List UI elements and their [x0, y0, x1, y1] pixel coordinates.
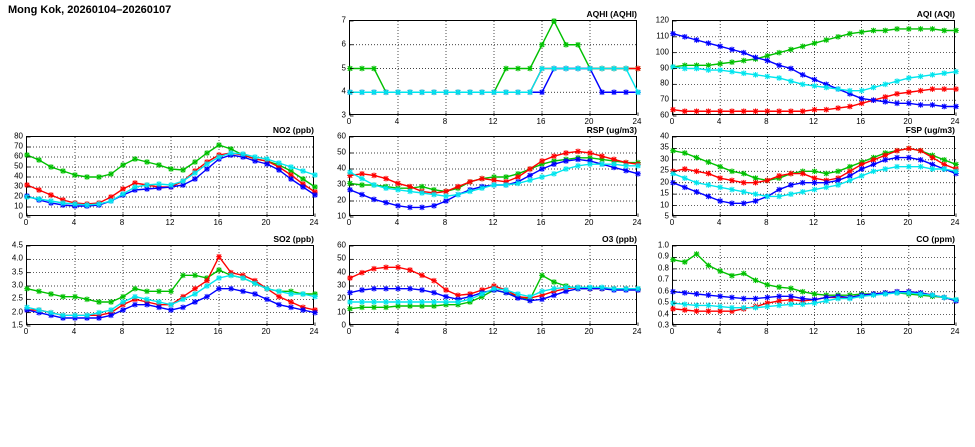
- chart-panel-so2: [11, 234, 319, 336]
- y-tick-label: 4: [341, 86, 346, 96]
- y-tick-label: 1.0: [657, 240, 669, 250]
- y-tick-label: 15: [660, 188, 669, 198]
- x-tick-label: 20: [261, 218, 271, 227]
- x-tick-label: 16: [856, 327, 866, 336]
- x-tick-label: 0: [669, 327, 675, 336]
- plot-area-co: [672, 245, 955, 325]
- x-tick-label: 4: [716, 218, 722, 227]
- plot-svg-rsp: [350, 137, 638, 217]
- chart-title-so2: SO2 (ppb): [273, 234, 314, 244]
- y-tick-label: 1.5: [11, 320, 23, 330]
- y-tick-label: 2.5: [11, 293, 23, 303]
- y-tick-label: 20: [337, 293, 346, 303]
- x-tick-label: 16: [213, 327, 223, 336]
- plot-svg-so2: [27, 246, 315, 326]
- x-tick-label: 4: [71, 327, 77, 336]
- y-tick-label: 0.3: [657, 320, 669, 330]
- x-tick-label: 8: [764, 218, 769, 227]
- x-tick-label: 24: [309, 218, 319, 227]
- x-tick-label: 24: [632, 218, 642, 227]
- x-tick-label: 16: [213, 218, 223, 227]
- y-tick-label: 40: [337, 267, 346, 277]
- x-tick-label: 16: [536, 117, 546, 126]
- y-tick-label: 20: [14, 191, 23, 201]
- chart-title-rsp: RSP (ug/m3): [586, 125, 637, 135]
- chart-panel-fsp: [660, 125, 960, 227]
- y-tick-label: 80: [14, 131, 23, 141]
- chart-panel-o3: [337, 234, 642, 336]
- y-tick-label: 60: [14, 151, 23, 161]
- y-tick-label: 40: [660, 131, 669, 141]
- y-tick-label: 50: [337, 147, 346, 157]
- x-tick-label: 24: [309, 327, 319, 336]
- y-tick-label: 25: [660, 165, 669, 175]
- y-tick-label: 2.0: [11, 307, 23, 317]
- x-tick-label: 0: [23, 218, 29, 227]
- chart-title-aqi: AQI (AQI): [916, 9, 955, 19]
- x-tick-label: 8: [442, 218, 448, 227]
- y-tick-label: 6: [341, 39, 346, 49]
- x-tick-label: 8: [119, 218, 125, 227]
- x-tick-label: 24: [950, 117, 960, 126]
- y-tick-label: 30: [14, 181, 23, 191]
- x-tick-label: 8: [764, 117, 769, 126]
- chart-panel-no2: [14, 125, 319, 227]
- y-tick-label: 4.0: [11, 253, 23, 263]
- y-tick-label: 4.5: [11, 240, 23, 250]
- x-tick-label: 0: [346, 218, 352, 227]
- plot-area-no2: [26, 136, 314, 216]
- x-tick-label: 20: [903, 327, 913, 336]
- plot-svg-aqi: [673, 21, 956, 116]
- chart-panel-aqi: [655, 9, 960, 126]
- plot-area-aqhi: [349, 20, 637, 115]
- plot-area-aqi: [672, 20, 955, 115]
- x-tick-label: 16: [856, 218, 866, 227]
- x-tick-label: 12: [809, 327, 818, 336]
- x-tick-label: 0: [23, 327, 29, 336]
- plot-area-o3: [349, 245, 637, 325]
- y-tick-label: 20: [660, 177, 669, 187]
- y-tick-label: 0.6: [657, 286, 669, 296]
- plot-svg-fsp: [673, 137, 956, 217]
- x-tick-label: 12: [809, 218, 818, 227]
- y-tick-label: 0: [18, 211, 23, 221]
- y-tick-label: 50: [337, 253, 346, 263]
- y-tick-label: 40: [14, 171, 23, 181]
- x-tick-label: 4: [71, 218, 77, 227]
- x-tick-label: 20: [584, 117, 594, 126]
- x-tick-label: 0: [346, 117, 352, 126]
- x-tick-label: 12: [488, 218, 498, 227]
- plot-svg-aqhi: [350, 21, 638, 116]
- y-tick-label: 0.7: [657, 274, 669, 284]
- x-tick-label: 8: [764, 327, 769, 336]
- x-tick-label: 20: [903, 218, 913, 227]
- y-tick-label: 0.8: [657, 263, 669, 273]
- x-tick-label: 8: [442, 327, 448, 336]
- x-tick-label: 12: [488, 327, 498, 336]
- plot-area-so2: [26, 245, 314, 325]
- y-tick-label: 3: [341, 110, 346, 120]
- series-markers-red: [670, 146, 959, 186]
- x-tick-label: 4: [394, 117, 400, 126]
- x-tick-label: 12: [165, 218, 175, 227]
- y-tick-label: 10: [14, 201, 23, 211]
- x-tick-label: 24: [950, 218, 960, 227]
- plot-svg-co: [673, 246, 956, 326]
- y-tick-label: 20: [337, 195, 346, 205]
- y-tick-label: 5: [664, 211, 669, 221]
- chart-panel-aqhi: [341, 9, 642, 126]
- y-tick-label: 70: [14, 141, 23, 151]
- y-tick-label: 30: [337, 280, 346, 290]
- y-tick-label: 7: [341, 15, 346, 25]
- x-tick-label: 0: [669, 117, 675, 126]
- x-tick-label: 4: [716, 117, 722, 126]
- x-tick-label: 20: [584, 327, 594, 336]
- chart-title-fsp: FSP (ug/m3): [905, 125, 955, 135]
- chart-title-o3: O3 (ppb): [602, 234, 637, 244]
- x-tick-label: 8: [119, 327, 125, 336]
- plot-svg-no2: [27, 137, 315, 217]
- y-tick-label: 70: [660, 94, 669, 104]
- x-tick-label: 24: [632, 327, 642, 336]
- page-title: Mong Kok, 20260104–20260107: [8, 4, 172, 16]
- x-tick-label: 4: [394, 327, 400, 336]
- chart-panel-co: [657, 234, 960, 336]
- x-tick-label: 0: [669, 218, 675, 227]
- plot-area-fsp: [672, 136, 955, 216]
- y-tick-label: 0.5: [657, 297, 669, 307]
- y-tick-label: 3.0: [11, 280, 23, 290]
- x-tick-label: 0: [346, 327, 352, 336]
- x-tick-label: 8: [442, 117, 448, 126]
- y-tick-label: 60: [337, 131, 346, 141]
- y-tick-label: 60: [660, 110, 669, 120]
- x-tick-label: 24: [950, 327, 960, 336]
- y-tick-label: 50: [14, 161, 23, 171]
- y-tick-label: 80: [660, 78, 669, 88]
- y-tick-label: 0.4: [657, 309, 669, 319]
- x-tick-label: 20: [261, 327, 271, 336]
- x-tick-label: 20: [903, 117, 913, 126]
- chart-title-no2: NO2 (ppb): [272, 125, 314, 135]
- chart-panel-rsp: [337, 125, 642, 227]
- x-tick-label: 20: [584, 218, 594, 227]
- y-tick-label: 5: [341, 63, 346, 72]
- y-tick-label: 30: [660, 154, 669, 164]
- plot-svg-o3: [350, 246, 638, 326]
- chart-title-aqhi: AQHI (AQHI): [586, 9, 637, 19]
- x-tick-label: 4: [716, 327, 722, 336]
- x-tick-label: 16: [536, 327, 546, 336]
- x-tick-label: 12: [165, 327, 175, 336]
- x-tick-label: 16: [536, 218, 546, 227]
- x-tick-label: 16: [856, 117, 866, 126]
- y-tick-label: 10: [660, 200, 669, 210]
- y-tick-label: 100: [655, 47, 669, 57]
- y-tick-label: 35: [660, 142, 669, 152]
- y-tick-label: 0.9: [657, 251, 669, 261]
- y-tick-label: 110: [656, 31, 669, 41]
- y-tick-label: 3.5: [11, 267, 23, 277]
- y-tick-label: 60: [337, 240, 346, 250]
- y-tick-label: 10: [337, 211, 346, 221]
- y-tick-label: 40: [337, 163, 346, 173]
- y-tick-label: 0: [341, 320, 346, 330]
- x-tick-label: 24: [632, 117, 642, 126]
- series-markers-green: [347, 18, 641, 95]
- y-tick-label: 10: [337, 307, 346, 317]
- x-tick-label: 4: [394, 218, 400, 227]
- y-tick-label: 30: [337, 179, 346, 189]
- plot-area-rsp: [349, 136, 637, 216]
- y-tick-label: 120: [655, 15, 669, 25]
- y-tick-label: 90: [660, 63, 669, 72]
- series-line-green: [673, 29, 956, 67]
- chart-title-co: CO (ppm): [916, 234, 955, 244]
- x-tick-label: 12: [809, 117, 818, 126]
- x-tick-label: 12: [488, 117, 498, 126]
